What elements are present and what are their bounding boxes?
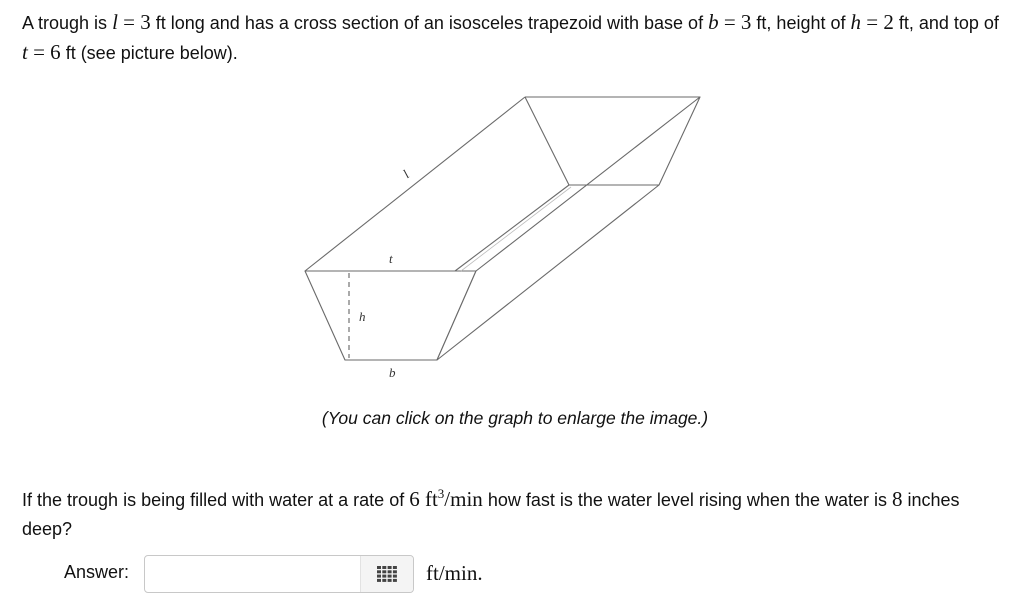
math-l: l = 3 — [112, 10, 151, 34]
trough-side-wall — [437, 97, 700, 360]
question-text-2: how fast is the water level rising when the water is — [482, 490, 892, 510]
label-h: h — [359, 309, 366, 324]
problem-statement — [22, 8, 1007, 68]
problem-text-3: ft, height of — [751, 13, 851, 33]
label-t: t — [389, 251, 393, 266]
math-b: b = 3 — [708, 10, 752, 34]
answer-field-wrapper — [144, 555, 414, 593]
question-statement — [22, 479, 1007, 544]
enlarge-caption: (You can click on the graph to enlarge the image.) — [321, 408, 709, 428]
trough-diagram[interactable] — [300, 92, 710, 392]
answer-label: Answer: — [64, 562, 130, 582]
math-t: t = 6 — [22, 40, 61, 64]
answer-input[interactable] — [145, 556, 360, 592]
trough-svg[interactable] — [300, 92, 710, 392]
math-rate: 6 $ft^3/\min$ — [409, 486, 483, 511]
keypad-button[interactable] — [360, 556, 413, 592]
math-depth: 8 — [892, 487, 903, 511]
problem-text-5: ft (see picture below). — [60, 43, 238, 63]
problem-text-2: ft long and has a cross section of an isosceles trapezoid with base of — [150, 13, 709, 33]
problem-text-1: A trough is — [22, 13, 113, 33]
answer-units: ft/min. — [426, 561, 483, 585]
question-text-3: inches deep? — [22, 490, 960, 539]
trough-top-left-edge — [305, 97, 525, 271]
math-h: h = 2 — [850, 10, 894, 34]
label-b: b — [389, 365, 396, 380]
problem-text-4: ft, and top of — [893, 13, 999, 33]
label-l: l — [399, 166, 413, 181]
question-text-1: If the trough is being filled with water at a rate of — [22, 490, 410, 510]
keypad-grid-icon — [377, 566, 397, 582]
